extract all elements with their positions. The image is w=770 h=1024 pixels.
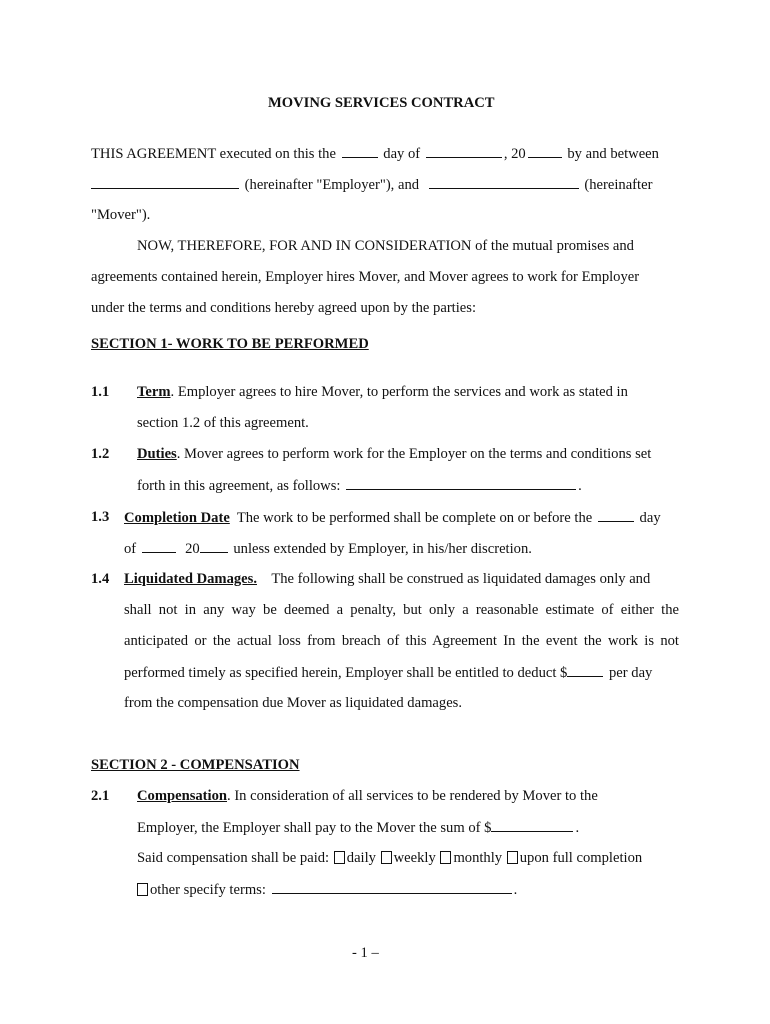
option-daily-label: daily xyxy=(346,850,376,866)
document-title: MOVING SERVICES CONTRACT xyxy=(268,95,495,111)
clause-1-1-number: 1.1 xyxy=(91,384,110,400)
checkbox-weekly[interactable] xyxy=(381,851,392,864)
clause-1-2-line-2: forth in this agreement, as follows: . xyxy=(137,478,582,494)
clause-1-2-number: 1.2 xyxy=(91,446,110,462)
recital-line-3: under the terms and conditions hereby agreed upon by the parties: xyxy=(91,300,476,316)
completion-month-blank[interactable] xyxy=(142,539,176,553)
clause-1-4-label: Liquidated Damages. xyxy=(124,571,257,587)
intro-line-3: "Mover"). xyxy=(91,207,151,223)
clause-1-4-number: 1.4 xyxy=(91,571,110,587)
deduct-amount-blank[interactable] xyxy=(567,663,603,677)
clause-1-3-label: Completion Date xyxy=(124,510,230,526)
employer-name-blank[interactable] xyxy=(91,175,239,189)
clause-1-1-label: Term xyxy=(137,384,171,400)
mover-name-blank[interactable] xyxy=(429,175,579,189)
clause-2-1-line-4: other specify terms: . xyxy=(137,880,517,899)
clause-1-2-line-1: Duties. Mover agrees to perform work for the Employer on the terms and conditions set xyxy=(137,446,652,462)
recital-line-1: NOW, THEREFORE, FOR AND IN CONSIDERATION of the mutual promises and xyxy=(137,238,634,254)
clause-1-3-number: 1.3 xyxy=(91,509,110,525)
clause-2-1-line-1: Compensation. In consideration of all services to be rendered by Mover to the xyxy=(137,788,598,804)
section-2-heading: SECTION 2 - COMPENSATION xyxy=(91,757,300,773)
option-full-completion-label: upon full completion xyxy=(519,850,643,866)
clause-2-1-line-3: Said compensation shall be paid: daily weekly monthly upon full completion xyxy=(137,850,643,866)
completion-year-blank[interactable] xyxy=(200,539,228,553)
clause-1-2-label: Duties xyxy=(137,446,177,462)
duties-blank[interactable] xyxy=(346,476,576,490)
intro-line-1: THIS AGREEMENT executed on this the day of , 20 by and between xyxy=(91,146,659,162)
checkbox-other[interactable] xyxy=(137,883,148,896)
clause-1-4-line-2: shall not in any way be deemed a penalty, but only a reasonable estimate of either the xyxy=(124,602,679,618)
section-1-heading: SECTION 1- WORK TO BE PERFORMED xyxy=(91,336,369,352)
month-blank[interactable] xyxy=(426,144,502,158)
option-weekly-label: weekly xyxy=(393,850,436,866)
completion-day-blank[interactable] xyxy=(598,508,634,522)
compensation-amount-blank[interactable] xyxy=(491,818,573,832)
clause-1-1-line-1: Term. Employer agrees to hire Mover, to perform the services and work as stated in xyxy=(137,384,628,400)
checkbox-daily[interactable] xyxy=(334,851,345,864)
day-blank[interactable] xyxy=(342,144,378,158)
clause-1-1-line-2: section 1.2 of this agreement. xyxy=(137,415,309,431)
page-number: - 1 – xyxy=(352,945,379,961)
clause-1-4-line-5: from the compensation due Mover as liquidated damages. xyxy=(124,695,462,711)
recital-line-2: agreements contained herein, Employer hires Mover, and Mover agrees to work for Employer xyxy=(91,269,640,285)
intro-line-2: (hereinafter "Employer"), and (hereinafter xyxy=(91,175,652,194)
clause-1-3-line-1: Completion Date The work to be performed shall be complete on or before the day xyxy=(124,510,661,526)
clause-1-3-line-2: of 20 unless extended by Employer, in his/her discretion. xyxy=(124,541,532,557)
clause-1-4-line-4: performed timely as specified herein, Employer shall be entitled to deduct $ per day xyxy=(124,665,653,681)
clause-2-1-label: Compensation xyxy=(137,788,228,804)
clause-1-4-line-1: Liquidated Damages. The following shall be construed as liquidated damages only and xyxy=(124,571,651,587)
checkbox-upon-full-completion[interactable] xyxy=(507,851,518,864)
option-other-label: other specify terms: xyxy=(150,882,266,898)
other-terms-blank[interactable] xyxy=(272,880,512,894)
clause-2-1-number: 2.1 xyxy=(91,788,110,804)
clause-2-1-line-2: Employer, the Employer shall pay to the Mover the sum of $ . xyxy=(137,820,580,836)
checkbox-monthly[interactable] xyxy=(440,851,451,864)
option-monthly-label: monthly xyxy=(453,850,503,866)
clause-1-4-line-3: anticipated or the actual loss from breach of this Agreement In the event the work is not xyxy=(124,633,679,649)
year-blank[interactable] xyxy=(528,144,562,158)
